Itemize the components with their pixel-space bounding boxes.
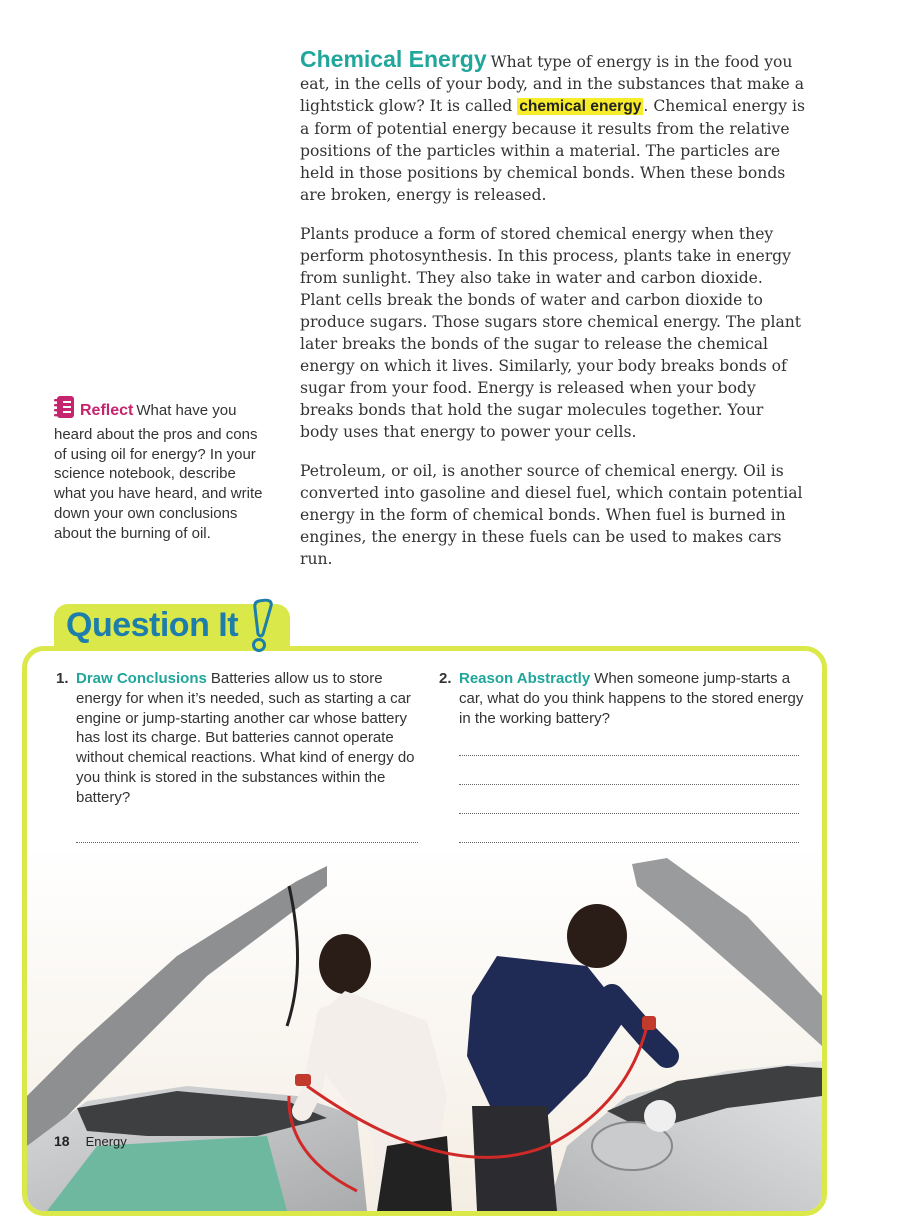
main-text-column — [300, 48, 805, 587]
section-heading: Chemical Energy — [300, 46, 487, 72]
paragraph-1-start: What type of energy is in the food you eat, in the cells of your body, and in the substances that make a lightstick glow? It is called — [300, 53, 805, 115]
jump-start-photo — [27, 846, 822, 1211]
page-number: 18 — [54, 1133, 70, 1149]
question-1-number: 1. — [56, 670, 69, 687]
question-it-title: Question It — [66, 606, 239, 644]
answer-line-4[interactable] — [459, 813, 799, 814]
question-1-text: Batteries allow us to store energy for when it’s needed, such as starting a car engine or jump-starting another car whose battery has lost its charge. But batteries cannot operate without chemical reactions. What kind of energy do you think is stored in the substances within the battery? — [76, 670, 415, 806]
reflect-sidebar — [54, 395, 269, 544]
reflect-label: Reflect — [80, 402, 134, 419]
question-2-text: When someone jump-starts a car, what do you think happens to the stored energy in the working battery? — [459, 670, 804, 727]
question-1-label: Draw Conclusions — [76, 670, 207, 687]
paragraph-petroleum: Petroleum, or oil, is another source of chemical energy. Oil is converted into gasoline and diesel fuel, which contain potential energy in the form of chemical bonds. When fuel is burned in engines, the energy in these fuels can be used to makes cars run. — [300, 462, 803, 568]
answer-line-5[interactable] — [459, 842, 799, 843]
notebook-icon — [54, 395, 76, 425]
paragraph-1-end: . Chemical energy is a form of potential energy because it results from the relative positions of the particles within a material. The particles are held in those positions by chemical bonds. When these bonds are broken, energy is released. — [300, 97, 805, 204]
question-2-number: 2. — [439, 670, 452, 687]
exclamation-icon — [249, 598, 277, 654]
page-footer — [54, 1133, 127, 1149]
paragraph-chemical-energy-intro — [300, 48, 805, 206]
reflect-text: What have you heard about the pros and cons of using oil for energy? In your science notebook, describe what you have heard, and write down your own conclusions about the burning of oil. — [54, 402, 263, 542]
section-name: Energy — [85, 1134, 127, 1149]
answer-line-3[interactable] — [459, 784, 799, 785]
question-1 — [56, 669, 421, 808]
answer-line-1[interactable] — [76, 842, 418, 843]
question-2 — [439, 669, 804, 728]
question-2-label: Reason Abstractly — [459, 670, 591, 687]
answer-line-2[interactable] — [459, 755, 799, 756]
paragraph-photosynthesis: Plants produce a form of stored chemical energy when they perform photosynthesis. In this process, plants take in energy from sunlight. They also take in water and carbon dioxide. Plant cells break the bonds of water and carbon dioxide to produce sugars. Those sugars store chemical energy. The plant later breaks the bonds of the sugar to release the chemical energy on which it lives. Similarly, your body breaks bonds of sugar from your food. Energy is released when your body breaks bonds that hold the sugar molecules together. Your body uses that energy to power your cells. — [300, 225, 802, 441]
highlighted-term: chemical energy — [519, 98, 642, 115]
